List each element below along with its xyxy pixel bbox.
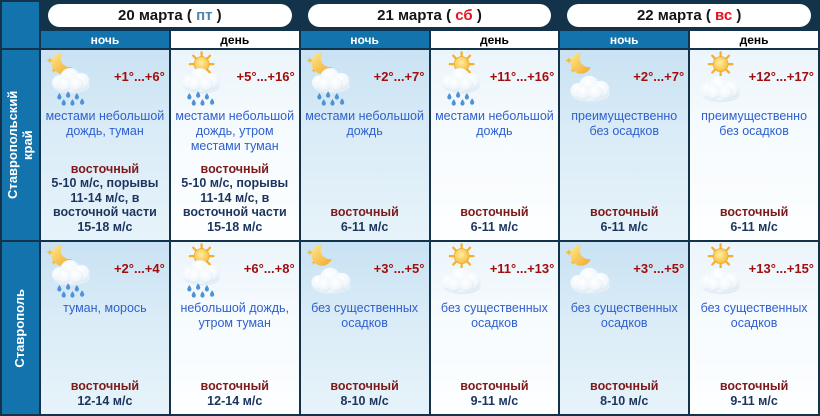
cell-top [44, 242, 166, 300]
region-label: Ставрополь [12, 288, 28, 368]
sun-cloud-rain-icon [434, 51, 491, 107]
date-label-close: ) [472, 7, 482, 24]
weekday-label: вс [715, 7, 733, 24]
wind-direction: восточный [70, 379, 140, 393]
forecast-cell [41, 242, 169, 414]
wind-speed: 6-11 м/с [600, 219, 648, 234]
sun-cloud-icon [693, 243, 750, 299]
forecast-cell [431, 50, 559, 240]
moon-cloud-rain-icon [304, 51, 361, 107]
moon-cloud-rain-icon [44, 51, 101, 107]
date-pill[interactable] [567, 4, 811, 27]
corner-cell [2, 2, 39, 48]
moon-cloud-icon [563, 243, 620, 299]
weather-description: без существенных осадков [440, 301, 548, 330]
cell-top [44, 50, 166, 108]
weather-description: туман, морось [63, 301, 147, 315]
wind-speed: 6-11 м/с [730, 219, 778, 234]
wind-direction: восточный [200, 161, 269, 176]
temperature-range: +13°...+15° [748, 261, 814, 276]
forecast-cell [431, 242, 559, 414]
wind-block [44, 379, 166, 414]
date-label-close: ) [732, 7, 742, 24]
date-header-slot [41, 2, 299, 29]
date-pill[interactable] [308, 4, 552, 27]
forecast-cell [41, 50, 169, 240]
wind-speed: 12-14 м/с [77, 393, 133, 408]
period-header: ночь [301, 31, 429, 48]
wind-block [174, 379, 296, 414]
cell-top [304, 50, 426, 108]
period-header: день [431, 31, 559, 48]
date-label: 22 марта ( [636, 7, 716, 24]
wind-direction: восточный [719, 379, 789, 393]
wind-block [304, 205, 426, 240]
wind-speed: 9-11 м/с [730, 393, 778, 408]
region-label: Ставропольский край [4, 90, 35, 200]
wind-direction: восточный [200, 379, 269, 393]
weather-description: без существенных осадков [700, 301, 808, 330]
weather-description: местами небольшой дождь, утром местами туман [175, 109, 295, 153]
wind-direction: восточный [460, 205, 529, 219]
weather-description: без существенных осадков [570, 301, 678, 330]
temperature-range: +11°...+13° [489, 261, 555, 276]
temperature-range: +5°...+16° [236, 69, 295, 84]
temperature-range: +3°...+5° [373, 261, 425, 276]
wind-direction: восточный [460, 379, 529, 393]
wind-block [434, 379, 556, 414]
temperature-range: +2°...+7° [373, 69, 425, 84]
forecast-cell [301, 50, 429, 240]
forecast-cell [690, 50, 818, 240]
wind-speed: 5-10 м/с, порывы 11-14 м/с, в восточной части 15-18 м/с [51, 176, 159, 234]
wind-block [693, 379, 815, 414]
wind-speed: 8-10 м/с [340, 393, 389, 408]
weather-description: преимущественно без осадков [571, 109, 678, 138]
weekday-label: пт [196, 7, 213, 24]
date-header-slot [301, 2, 559, 29]
cell-top [693, 242, 815, 300]
sun-cloud-rain-icon [174, 51, 231, 107]
temperature-range: +1°...+6° [113, 69, 165, 84]
wind-speed: 9-11 м/с [470, 393, 519, 408]
temperature-range: +2°...+7° [633, 69, 685, 84]
forecast-cell [171, 242, 299, 414]
cell-top [174, 50, 296, 108]
wind-direction: восточный [590, 205, 659, 219]
weather-description: местами небольшой дождь [435, 109, 554, 138]
wind-block [693, 205, 815, 240]
period-header: ночь [41, 31, 169, 48]
date-label: 20 марта ( [118, 7, 197, 24]
wind-block [304, 379, 426, 414]
wind-direction: восточный [719, 205, 789, 219]
wind-direction: восточный [590, 379, 659, 393]
region-row-header [2, 242, 39, 414]
period-header: ночь [560, 31, 688, 48]
sun-cloud-rain-icon [174, 243, 231, 299]
cell-top [693, 50, 815, 108]
period-header: день [171, 31, 299, 48]
forecast-cell [690, 242, 818, 414]
weather-description: преимущественно без осадков [701, 109, 808, 138]
wind-speed: 12-14 м/с [207, 393, 263, 408]
weather-description: местами небольшой дождь, туман [45, 109, 165, 138]
weather-description: без существенных осадков [311, 301, 419, 330]
wind-speed: 6-11 м/с [340, 219, 389, 234]
forecast-cell [171, 50, 299, 240]
cell-top [563, 242, 685, 300]
wind-block [563, 205, 685, 240]
wind-speed: 8-10 м/с [600, 393, 649, 408]
weekday-label: сб [455, 7, 473, 24]
weather-description: местами небольшой дождь [305, 109, 424, 138]
date-header-slot [560, 2, 818, 29]
period-header: день [690, 31, 818, 48]
temperature-range: +2°...+4° [113, 261, 165, 276]
forecast-cell [301, 242, 429, 414]
forecast-cell [560, 242, 688, 414]
cell-top [434, 50, 556, 108]
date-label: 21 марта ( [377, 7, 456, 24]
moon-cloud-icon [304, 243, 361, 299]
temperature-range: +12°...+17° [748, 69, 814, 84]
wind-direction: восточный [70, 161, 140, 176]
forecast-cell [560, 50, 688, 240]
wind-block [44, 162, 166, 241]
cell-top [174, 242, 296, 300]
temperature-range: +11°...+16° [489, 69, 555, 84]
wind-direction: восточный [330, 205, 399, 219]
date-pill[interactable] [48, 4, 292, 27]
wind-block [174, 162, 296, 241]
moon-cloud-icon [563, 51, 620, 107]
cell-top [563, 50, 685, 108]
moon-cloud-rain-icon [44, 243, 101, 299]
wind-block [563, 379, 685, 414]
temperature-range: +6°...+8° [243, 261, 295, 276]
weather-description: небольшой дождь, утром туман [180, 301, 290, 330]
temperature-range: +3°...+5° [633, 261, 685, 276]
wind-speed: 6-11 м/с [470, 219, 519, 234]
wind-direction: восточный [330, 379, 399, 393]
date-label-close: ) [212, 7, 222, 24]
cell-top [434, 242, 556, 300]
wind-block [434, 205, 556, 240]
region-row-header [2, 50, 39, 240]
wind-speed: 5-10 м/с, порывы 11-14 м/с, в восточной части 15-18 м/с [181, 176, 289, 234]
cell-top [304, 242, 426, 300]
sun-cloud-icon [693, 51, 750, 107]
sun-cloud-icon [434, 243, 491, 299]
